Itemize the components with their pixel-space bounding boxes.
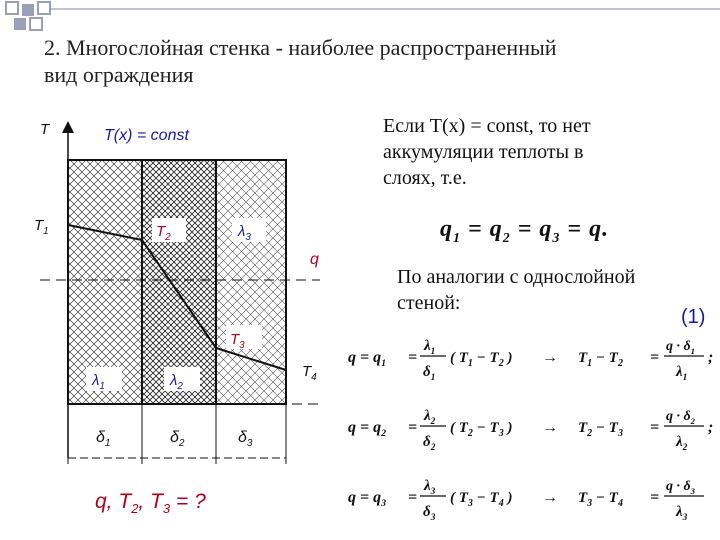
label-delta2: $\delta_2$ [170,429,185,449]
question-part: , T [138,490,163,513]
formula-den-main: δ [423,434,431,450]
multilayer-wall-diagram [30,112,330,472]
eq-period: . [602,216,610,242]
formula-num [423,338,435,357]
label-q: q [310,251,319,268]
label-t3: $T_3$ [230,331,245,351]
formula-num-main: λ [424,408,431,424]
tx-const-label: T(x) = const [104,127,189,144]
formula-den-sub: 1 [430,373,436,383]
eq-sub: 3 [552,230,561,246]
formula-rhs-difference [578,490,623,509]
eq-symbol: q [489,216,503,242]
equation-number: (1) [681,306,706,328]
formula-rden-main: λ [676,504,683,520]
eq-symbol: q [589,216,603,242]
eq-sub: 1 [453,230,461,246]
question-sub: 3 [162,501,171,517]
paragraph-analogy [397,264,707,316]
formula-lhs-sub: 1 [381,358,387,369]
difference-part: 2 [498,358,504,369]
rhs-part: 1 [587,358,593,369]
rhs-part: − T [592,420,618,436]
paragraph-line: стеной: [397,292,461,314]
formula-eq: = [650,419,660,436]
formula-num-sub: 3 [430,487,436,497]
rhs-part: T [578,420,588,436]
question-part: = ? [170,490,206,513]
deco-square [6,2,18,14]
label-delta3: $\delta_3$ [238,429,253,449]
formula-lhs-sub: 2 [381,428,387,439]
formula-den-main: δ [423,364,431,380]
formula-den [423,434,436,453]
formula-lhs-main: q = q [348,419,382,436]
rhs-part: − T [592,350,618,366]
title-line: 2. Многослойная стенка - наиболее распространенный [44,35,557,60]
difference-part: ( T [450,350,468,366]
formula-eq: = [408,349,418,366]
difference-part: ) [503,420,513,436]
formula-den-main: δ [423,504,431,520]
formula-difference [450,350,512,369]
paragraph-line: По аналогии с однослойной [397,266,636,288]
formula-row [348,408,713,453]
rhs-part: T [578,350,588,366]
formula-num [423,408,436,427]
formula-den [423,364,435,383]
formula-semicolon: ; [708,349,714,366]
formula-rnum [666,479,696,496]
formula-num [423,478,436,497]
arrow-icon: → [542,419,558,436]
formula-row [348,478,704,523]
formula-lhs [348,419,386,439]
label-delta1: $\delta_1$ [96,429,111,449]
eq-symbol: q [440,216,453,242]
formula-eq: = [408,419,418,436]
formula-lhs-sub: 3 [381,498,387,509]
difference-part: − T [472,350,499,366]
formula-rnum-sub: 1 [690,346,696,356]
rhs-part: 2 [587,428,593,439]
formula-rnum-main: q · δ [666,339,691,354]
difference-part: ( T [450,490,468,506]
eq-sign: = [461,216,490,242]
label-t4: $T_4$ [302,363,317,383]
formula-eq: = [408,489,418,506]
difference-part: 2 [467,428,473,439]
formula-lhs [348,349,386,369]
label-lambda2: $\lambda_2$ [170,372,183,392]
formula-semicolon: ; [708,419,714,436]
arrow-icon: → [542,489,558,506]
eq-sign: = [510,216,540,242]
formula-rhs-difference [578,350,623,369]
formula-rnum [666,339,695,356]
formula-rden-sub: 3 [682,513,688,523]
eq-sign: = [560,216,590,242]
eq-sub: 2 [502,230,511,246]
formula-rden-sub: 1 [682,373,688,383]
paragraph-const [383,113,683,191]
formula-rden [675,434,688,453]
axis-label-t: T [40,121,50,138]
formula-den-sub: 2 [430,443,436,453]
question-part: q, T [95,490,132,513]
formula-lhs-main: q = q [348,349,382,366]
main-equation [440,216,609,247]
label-lambda3: $\lambda_3$ [238,223,251,243]
formula-rhs-difference [578,420,623,439]
rhs-part: 3 [617,428,623,439]
slide-title [44,34,704,88]
formula-num-sub: 1 [430,347,436,357]
rhs-part: − T [592,490,618,506]
formula-rnum-main: q · δ [666,479,691,494]
formula-rden-main: λ [676,364,683,380]
label-t2: $T_2$ [156,223,171,243]
rhs-part: 2 [617,358,623,369]
difference-part: − T [472,420,499,436]
formula-num-sub: 2 [430,417,436,427]
formula-difference [450,420,512,439]
formula-rnum-main: q · δ [666,409,691,424]
eq-symbol: q [539,216,553,242]
paragraph-line: аккумуляции теплоты в [383,141,584,163]
label-lambda1: $\lambda_1$ [92,372,105,392]
difference-part: ) [503,490,513,506]
difference-part: 3 [498,428,504,439]
arrow-icon: → [542,349,558,366]
paragraph-line: Если T(x) = const, то нет [383,115,591,137]
deco-square [30,18,42,30]
difference-part: ( T [450,420,468,436]
deco-square [38,2,50,14]
formula-block [346,330,720,535]
rhs-part: T [578,490,588,506]
formula-lhs [348,489,386,509]
formula-lhs-main: q = q [348,489,382,506]
formula-rnum-sub: 3 [690,486,696,496]
formula-rden [675,504,688,523]
formula-rnum [666,409,696,426]
formula-row [348,338,713,383]
formula-eq: = [650,489,660,506]
formula-num-main: λ [424,478,431,494]
formula-eq: = [650,349,660,366]
question-text [95,490,206,516]
formula-num-main: λ [424,338,431,354]
question-sub: 2 [131,501,139,517]
formula-den [423,504,436,523]
label-t1: $T_1$ [34,217,49,237]
paragraph-line: слоях, т.е. [383,167,467,189]
formula-rden-sub: 2 [682,443,688,453]
formula-difference [450,490,512,509]
formula-rden [675,364,687,383]
difference-part: 3 [467,498,473,509]
formula-rden-main: λ [676,434,683,450]
rhs-part: 3 [587,498,593,509]
difference-part: 4 [498,498,504,509]
difference-part: ) [503,350,513,366]
difference-part: − T [472,490,499,506]
deco-square [14,18,26,30]
formula-rnum-sub: 2 [690,416,696,426]
difference-part: 1 [467,358,473,369]
title-line: вид ограждения [44,62,194,87]
deco-square [22,4,34,16]
rhs-part: 4 [617,498,623,509]
formula-den-sub: 3 [430,513,436,523]
